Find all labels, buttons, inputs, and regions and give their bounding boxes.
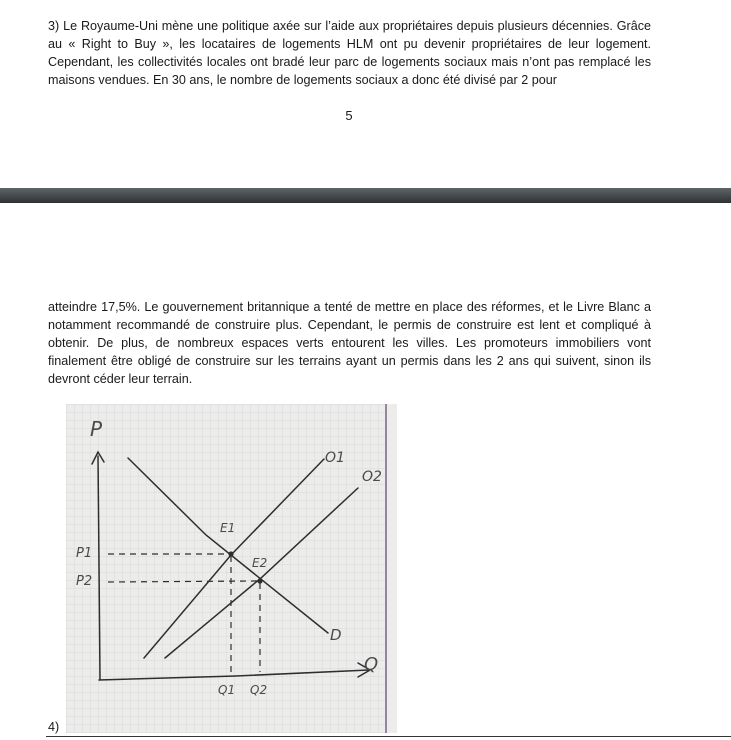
page-separator <box>0 188 731 203</box>
label-o2: O2 <box>362 469 382 485</box>
sketch-svg <box>66 404 397 733</box>
label-p1: P1 <box>76 546 93 561</box>
label-e1: E1 <box>220 521 236 535</box>
label-p2: P2 <box>76 574 93 589</box>
label-q1: Q1 <box>218 683 236 697</box>
page-number: 5 <box>345 108 353 123</box>
equilibrium-point-e2 <box>257 578 262 583</box>
paragraph-reforms: atteindre 17,5%. Le gouvernement britannique a tenté de mettre en place des réformes, et le Livre Blanc a notamment recommandé de construire plus. Cependant, le permis de construire est lent et compliqué à obtenir. De plus, de nombreux espaces verts entourent les villes. Les promoteurs immobiliers vont finalement être obligé de construire sur les terrains ayant un permis dans les 2 ans qui suivent, sinon ils devront céder leur terrain. <box>48 300 651 386</box>
bottom-rule <box>46 736 731 737</box>
label-p-axis: P <box>90 417 103 441</box>
hand-drawn-supply-demand-sketch <box>66 404 397 733</box>
equilibrium-point-e1 <box>228 551 233 556</box>
label-e2: E2 <box>252 556 268 570</box>
label-d: D <box>330 626 342 644</box>
label-q-axis: Q <box>364 654 379 675</box>
next-question-number: 4) <box>48 720 60 734</box>
label-o1: O1 <box>325 450 345 466</box>
label-q2: Q2 <box>250 683 268 697</box>
paragraph-right-to-buy: 3) Le Royaume-Uni mène une politique axée sur l’aide aux propriétaires depuis plusieurs décennies. Grâce au « Right to Buy », les locataires de logements HLM ont pu devenir propriétaires de leur logement. Cependant, les collectivités locales ont bradé leur parc de logements sociaux mais n’ont pas remplacé les maisons vendues. En 30 ans, le nombre de logements sociaux a donc été divisé par 2 pour <box>48 19 651 87</box>
